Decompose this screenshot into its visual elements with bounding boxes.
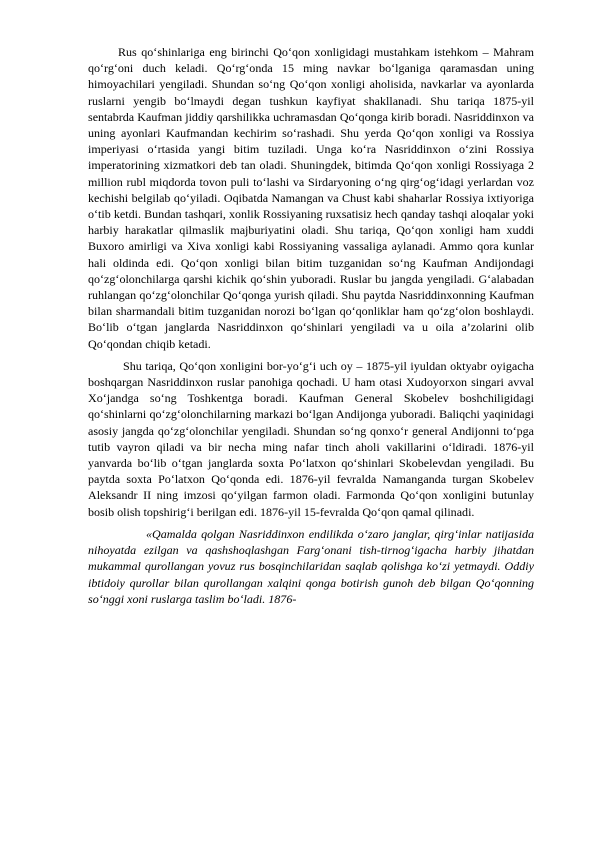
document-page xyxy=(88,44,534,607)
quote-paragraph: «Qamalda qolgan Nasriddinxon endilikda o‘zaro janglar, qirg‘inlar natijasida nihoyatda ezilgan va qashshoqlashgan Farg‘onani tish-tirnog‘igacha harbiy jihatdan mukammal qurollangan yovuz rus bosqinchilaridan saqlab qolishga ko‘zi yetmaydi. Oddiy ibtidoiy qurollar bilan qurollangan xalqini qonga botirish gunoh deb bilgan Qo‘qonning so‘nggi xoni ruslarga taslim bo‘ladi. 1876- xyxy=(88,526,534,606)
paragraph-2: Shu tariqa, Qo‘qon xonligini bor-yo‘g‘i uch oy – 1875-yil iyuldan oktyabr oyigacha boshqargan Nasriddinxon ruslar panohiga qochadi. U ham otasi Xudoyorxon singari avval Xo‘jandga so‘ng Toshkentga boradi. Kaufman General Skobelev boshchiligidagi qo‘shinlarni qo‘zg‘olonchilarning markazi bo‘lgan Andijonga yuboradi. Baliqchi yaqinidagi asosiy jangda qo‘zg‘olonchilar yengiladi. Shundan so‘ng qonxo‘r general Andijonni to‘pga tutib vayron qiladi va bir necha ming nafar tinch aholi vakillarini o‘ldiradi. 1876-yil yanvarda bo‘lib o‘tgan janglarda soxta Po‘latxon qo‘shinlari Skobelevdan yengiladi. Bu paytda soxta Po‘latxon Qo‘qonda edi. 1876-yil fevralda Namanganda turgan Skobelev Aleksandr II ning imzosi qo‘yilgan farmon oladi. Farmonda Qo‘qon xonligini butunlay bosib olish topshirig‘i berilgan edi. 1876-yil 15-fevralda Qo‘qon qamal qilinadi. xyxy=(88,358,534,519)
paragraph-1: Rus qo‘shinlariga eng birinchi Qo‘qon xonligidagi mustahkam istehkom – Mahram qo‘rg‘oni duch keladi. Qo‘rg‘onda 15 ming navkar bo‘lganiga qaramasdan uning himoyachilari yengiladi. Shundan so‘ng Qo‘qon xonligi aholisida, navkarlar va ayonlarda ruslarni yengib bo‘lmaydi degan tushkun kayfiyat shakllanadi. Shu tariqa 1875-yil sentabrda Kaufman jiddiy qarshilikka uchramasdan Qo‘qonga kirib boradi. Nasriddinxon va uning ayonlari Kaufmandan kechirim so‘rashadi. Shu yerda Qo‘qon xonligi va Rossiya imperiyasi o‘rtasida yangi bitim tuziladi. Unga ko‘ra Nasriddinxon o‘zini Rossiya imperatorining xizmatkori deb tan oladi. Shuningdek, bitimda Qo‘qon xonligi Rossiyaga 2 million rubl miqdorda tovon puli to‘lashi va Sirdaryoning o‘ng qirg‘og‘idagi yerlardan voz kechishi belgilab qo‘yiladi. Oqibatda Namangan va Chust kabi shaharlar Rossiya ixtiyoriga o‘tib ketdi. Bundan tashqari, xonlik Rossiyaning ruxsatisiz hech qanday tashqi aloqalar yoki harbiy harakatlar qilmaslik majburiyatini oladi. Shu tariqa, Qo‘qon xonligi ham xuddi Buxoro amirligi va Xiva xonligi kabi Rossiyaning vassaliga aylanadi. Ammo qora kunlar hali oldinda edi. Qo‘qon xonligi bilan bitim tuzganidan so‘ng Kaufman Andijondagi qo‘zg‘olonchilarga qarshi kichik qo‘shin yuboradi. Ruslar bu jangda yengiladi. G‘alabadan ruhlangan qo‘zg‘olonchilar Qo‘qonga yurish qiladi. Shu paytda Nasriddinxonning Kaufman bilan sharmandali bitim tuzganidan norozi bo‘lgan qo‘qonliklar ham qo‘zg‘olon boshlaydi. Bo‘lib o‘tgan janglarda Nasriddinxon qo‘shinlari yengiladi va u oila a’zolarini olib Qo‘qondan chiqib ketadi. xyxy=(88,45,534,351)
